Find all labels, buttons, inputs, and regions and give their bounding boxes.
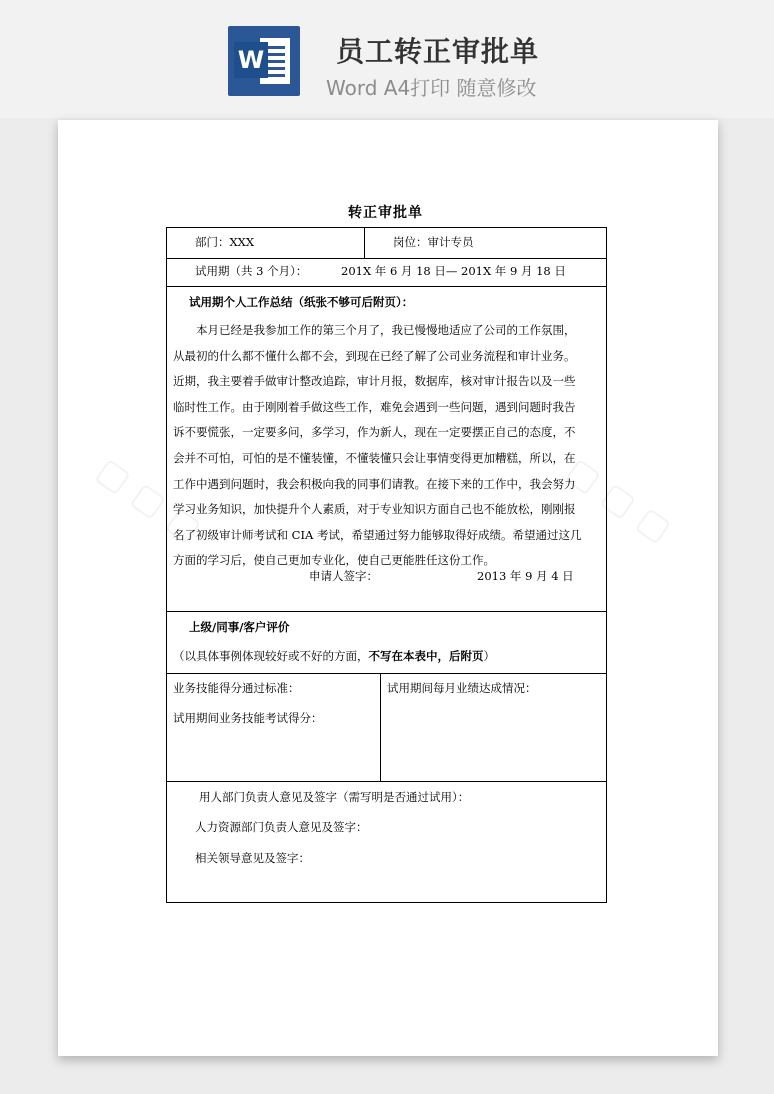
summary-line: 名了初级审计师考试和 CIA 考试，希望通过努力能够取得好成绩。希望通过这几 — [173, 527, 582, 542]
row-divider — [167, 258, 606, 259]
row-divider — [167, 673, 606, 674]
summary-line: 临时性工作。由于刚刚着手做这些工作，难免会遇到一些问题，遇到问题时我告 — [173, 399, 576, 414]
hr-head-opinion-label: 人力资源部门负责人意见及签字： — [195, 820, 368, 834]
evaluation-note — [173, 648, 495, 664]
probation-label: 试用期（共 3 个月）： — [195, 264, 308, 278]
summary-line: 近期，我主要着手做审计整改追踪，审计月报，数据库，核对审计报告以及一些 — [173, 374, 576, 389]
cell-divider — [380, 673, 381, 781]
department-field: 部门：XXX — [195, 235, 255, 249]
position-field: 岗位：审计专员 — [393, 235, 474, 249]
banner-title: 员工转正审批单 — [336, 35, 540, 68]
header-banner — [0, 0, 774, 118]
row-divider — [167, 781, 606, 782]
summary-line: 从最初的什么都不懂什么都不会，到现在已经了解了公司业务流程和审计业务。 — [173, 348, 576, 363]
dept-head-opinion-label: 用人部门负责人意见及签字（需写明是否通过试用）： — [199, 790, 470, 804]
form-title: 转正审批单 — [348, 205, 423, 221]
summary-text — [173, 318, 601, 574]
row-divider — [167, 286, 606, 287]
leader-opinion-label: 相关领导意见及签字： — [195, 851, 310, 865]
summary-line: 工作中遇到问题时，我会积极向我的同事们请教。在接下来的工作中，我会努力 — [173, 476, 576, 491]
monthly-performance-label: 试用期间每月业绩达成情况： — [387, 681, 537, 695]
approval-form-table — [166, 227, 607, 903]
word-document-icon — [228, 26, 300, 96]
evaluation-note-bold: 不写在本表中，后附页 — [368, 649, 484, 663]
evaluation-heading: 上级/同事/客户评价 — [189, 620, 290, 634]
evaluation-note-pre: （以具体事例体现较好或不好的方面， — [173, 649, 369, 663]
applicant-signature-label: 申请人签字： — [309, 569, 378, 583]
cell-divider — [364, 228, 365, 258]
skill-score-label: 业务技能得分通过标准： — [173, 681, 300, 695]
signature-date: 2013 年 9 月 4 日 — [477, 569, 574, 583]
banner-subtitle: Word A4打印 随意修改 — [326, 76, 537, 100]
summary-line: 方面的学习后，使自己更加专业化，使自己更能胜任这份工作。 — [173, 553, 495, 568]
probation-dates: 201X 年 6 月 18 日— 201X 年 9 月 18 日 — [341, 264, 566, 278]
exam-score-label: 试用期间业务技能考试得分： — [173, 711, 323, 725]
summary-line: 会并不可怕，可怕的是不懂装懂，不懂装懂只会让事情变得更加糟糕，所以，在 — [173, 450, 576, 465]
summary-line: 学习业务知识，加快提升个人素质，对于专业知识方面自己也不能放松，刚刚报 — [173, 502, 576, 517]
summary-heading: 试用期个人工作总结（纸张不够可后附页）： — [189, 295, 414, 309]
word-icon-letter: W — [234, 42, 268, 78]
summary-line: 诉不要慌张，一定要多问，多学习，作为新人，现在一定要摆正自己的态度，不 — [173, 425, 576, 440]
row-divider — [167, 611, 606, 612]
evaluation-note-post: ） — [483, 649, 495, 663]
summary-line: 本月已经是我参加工作的第三个月了，我已慢慢地适应了公司的工作氛围， — [173, 323, 576, 337]
